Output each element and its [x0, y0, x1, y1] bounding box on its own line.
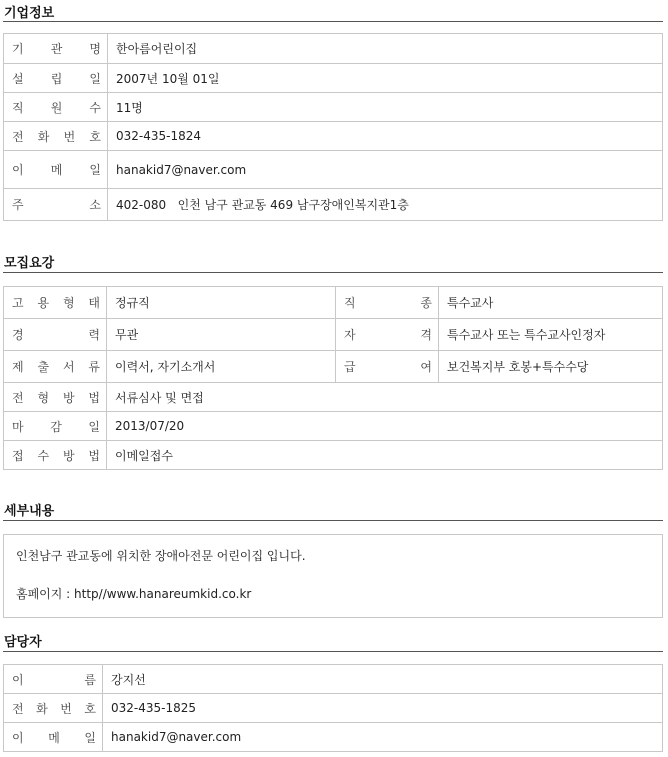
label-char: 마: [12, 419, 24, 434]
table-row: [4, 694, 663, 723]
recruit-info-table: [3, 286, 663, 470]
label-char: 번: [63, 129, 76, 144]
label-char: 용: [37, 296, 50, 310]
label-char: 제: [12, 360, 24, 374]
label-char: 방: [62, 390, 75, 405]
label-char: 일: [89, 71, 101, 86]
contact-email-value: hanakid7@naver.com: [103, 723, 663, 752]
label-char: 번: [60, 701, 72, 716]
institution-name-value: 한아름어린이집: [108, 34, 663, 64]
label-salary: [336, 351, 439, 383]
table-row: [4, 93, 663, 122]
label-experience: [4, 319, 107, 351]
label-char: 태: [88, 296, 100, 310]
label-char: 수: [37, 448, 50, 463]
label-employment-type: [4, 287, 107, 319]
label-char: 화: [36, 701, 48, 716]
label-char: 급: [344, 360, 356, 374]
label-char: 이: [12, 672, 24, 687]
documents-value: 이력서, 자기소개서: [107, 351, 336, 383]
label-contact-email: [4, 723, 103, 752]
label-documents: [4, 351, 107, 383]
selection-method-value: 서류심사 및 면접: [107, 383, 663, 412]
label-char: 립: [50, 71, 63, 86]
label-employee-count: [4, 93, 108, 122]
table-row: [4, 34, 663, 64]
label-email: [4, 151, 108, 189]
label-qualification: [336, 319, 439, 351]
label-char: 격: [420, 328, 432, 342]
label-application-method: [4, 441, 107, 470]
table-row: [4, 287, 663, 319]
label-char: 관: [50, 42, 63, 56]
label-founded-date: [4, 64, 108, 93]
label-char: 력: [88, 328, 100, 342]
detail-homepage: 홈페이지 : http//www.hanareumkid.co.kr: [16, 587, 252, 601]
company-divider: [3, 21, 663, 22]
label-address: [4, 189, 108, 221]
contact-name-value: 강지선: [103, 665, 663, 694]
label-char: 설: [12, 71, 24, 86]
label-char: 자: [344, 328, 356, 342]
employment-type-value: 정규직: [107, 287, 336, 319]
label-char: 명: [89, 42, 101, 56]
label-contact-phone: [4, 694, 103, 723]
salary-value: 보건복지부 호봉+특수수당: [439, 351, 663, 383]
table-row: [4, 151, 663, 189]
phone-value: 032-435-1824: [108, 122, 663, 151]
label-char: 고: [12, 296, 24, 310]
recruit-section-title: 모집요강: [4, 256, 55, 271]
label-char: 접: [12, 448, 24, 463]
table-row: [4, 122, 663, 151]
application-method-value: 이메일접수: [107, 441, 663, 470]
table-row: [4, 319, 663, 351]
table-row: [4, 189, 663, 221]
label-char: 전: [12, 701, 24, 716]
label-char: 감: [50, 419, 62, 434]
label-char: 름: [84, 672, 96, 687]
label-deadline: [4, 412, 107, 441]
label-char: 원: [50, 100, 63, 115]
qualification-value: 특수교사 또는 특수교사인정자: [439, 319, 663, 351]
label-char: 서: [62, 360, 75, 374]
label-char: 메: [48, 730, 60, 745]
label-char: 화: [37, 129, 50, 144]
table-row: [4, 441, 663, 470]
employee-count-value: 11명: [108, 93, 663, 122]
recruit-divider: [3, 272, 663, 273]
table-row: [4, 412, 663, 441]
experience-value: 무관: [107, 319, 336, 351]
label-char: 이: [12, 730, 24, 745]
company-info-table: [3, 33, 663, 221]
founded-date-value: 2007년 10월 01일: [108, 64, 663, 93]
label-char: 일: [89, 163, 101, 177]
label-selection-method: [4, 383, 107, 412]
detail-content-box: [3, 534, 663, 618]
label-char: 일: [88, 419, 100, 434]
label-phone: [4, 122, 108, 151]
label-contact-name: [4, 665, 103, 694]
detail-divider: [3, 520, 663, 521]
label-char: 법: [88, 448, 100, 463]
label-char: 이: [12, 163, 24, 177]
job-type-value: 특수교사: [439, 287, 663, 319]
label-char: 형: [62, 296, 75, 310]
label-char: 호: [89, 129, 101, 144]
label-char: 형: [37, 390, 50, 405]
contact-info-table: [3, 664, 663, 752]
table-row: [4, 383, 663, 412]
label-char: 전: [12, 390, 24, 405]
detail-section-title: 세부내용: [4, 504, 55, 519]
table-row: [4, 64, 663, 93]
deadline-value: 2013/07/20: [107, 412, 663, 441]
label-char: 일: [84, 730, 96, 745]
label-char: 직: [12, 100, 24, 115]
label-job-type: [336, 287, 439, 319]
label-char: 직: [344, 296, 356, 310]
label-char: 기: [12, 42, 24, 56]
contact-divider: [3, 651, 663, 652]
label-char: 경: [12, 328, 24, 342]
contact-section-title: 담당자: [4, 635, 42, 650]
label-char: 메: [50, 163, 63, 177]
contact-phone-value: 032-435-1825: [103, 694, 663, 723]
label-char: 수: [89, 100, 101, 115]
detail-description: 인천남구 관교동에 위치한 장애아전문 어린이집 입니다.: [16, 549, 306, 563]
label-char: 호: [84, 701, 96, 716]
label-char: 전: [12, 129, 24, 144]
table-row: [4, 723, 663, 752]
label-char: 방: [62, 448, 75, 463]
label-char: 주: [12, 198, 24, 212]
label-institution-name: [4, 34, 108, 64]
label-char: 법: [88, 390, 100, 405]
label-char: 종: [420, 296, 432, 310]
label-char: 출: [37, 360, 50, 374]
table-row: [4, 351, 663, 383]
label-char: 류: [88, 360, 100, 374]
label-char: 소: [89, 198, 101, 212]
label-char: 여: [420, 360, 432, 374]
company-section-title: 기업정보: [4, 6, 55, 21]
email-value: hanakid7@naver.com: [108, 151, 663, 189]
address-value: 402-080 인천 남구 관교동 469 남구장애인복지관1층: [108, 189, 663, 221]
table-row: [4, 665, 663, 694]
